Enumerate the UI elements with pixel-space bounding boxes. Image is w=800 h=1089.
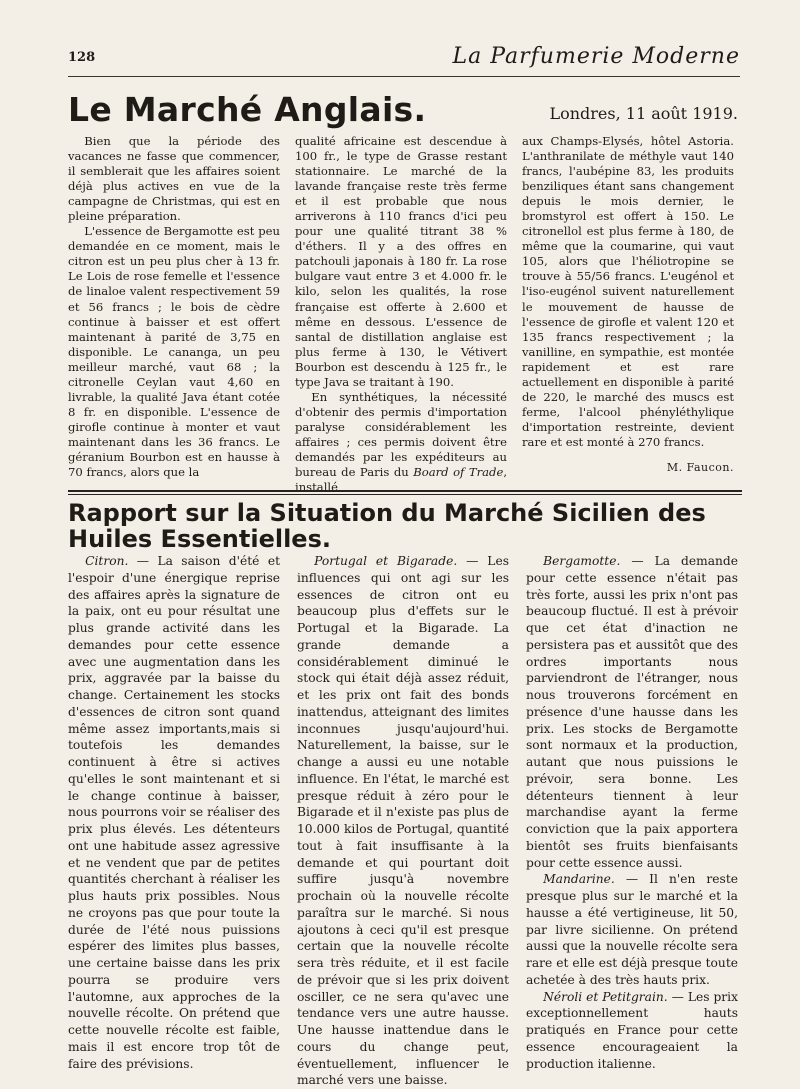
section-lead: Bergamotte. [543, 554, 621, 568]
section-lead: Citron. [85, 554, 129, 568]
paragraph: aux Champs-Elysés, hôtel Astoria. L'anthranilate de méthyle vaut 140 francs, l'aubépine 83, les produits benziliques étant sans changement depuis le mois dernier, le bromstyrol est offert à 150. Le citronellol est plus ferme à 180, de même que la coumarine, qui vaut 105, alors que l'héliotropine se trouve à 55/56 francs. L'eugénol et l'iso-eugénol suivent naturellement le mouvement de hausse de l'essence de girofle et valent 120 et 135 francs respectivement ; la vanilline, en sympathie, est montée rapidement et est rare actuellement en disponible à parité de 220, le marché des muscs est ferme, l'alcool phényléthylique d'importation restreinte, devient rare et est monté à 270 francs. [522, 134, 734, 449]
paragraph-text: — Les prix exceptionnellement hauts pratiqués en France pour cette essence encourageaient la production italienne. [526, 989, 738, 1071]
author-signature: M. Faucon. [666, 460, 734, 474]
paragraph [295, 390, 507, 495]
journal-masthead: La Parfumerie Moderne [452, 44, 740, 69]
paragraph-text: — La demande pour cette essence n'était pas très forte, aussi les prix n'ont pas beaucoup fluctué. Il est à prévoir que cet état d'inaction ne persistera pas et aussitôt que des ordres importants nous parviendront de l'étranger, nous nous trouverons forcément en présence d'une hausse dans les prix. Les stocks de Bergamotte sont normaux et la production, autant que nous puissions le prévoir, sera bonne. Les détenteurs tiennent à leur marchandise ayant la ferme conviction que la paix apportera bientôt ses fruits bienfaisants pour cette essence aussi. [526, 554, 738, 870]
article-title-marche-anglais: Le Marché Anglais. [68, 90, 427, 129]
article2-column-2 [297, 553, 509, 1089]
paragraph: qualité africaine est descendue à 100 fr., le type de Grasse restant stationnaire. Le marché de la lavande française reste très ferme et il est probable que nous arriverons à 110 francs d'ici peu pour une qualité titrant 38 % d'éthers. Il y a des offres en patchouli japonais à 180 fr. La rose bulgare vaut entre 3 et 4.000 fr. le kilo, selon les qualités, la rose française est offerte à 2.600 et même en dessous. L'essence de santal de distillation anglaise est plus ferme à 130, le Vétivert Bourbon est descendu à 125 fr., le type Java se traitant à 190. [295, 134, 507, 389]
article2-column-1 [68, 553, 280, 1089]
article2-body [68, 553, 738, 1088]
paragraph [297, 553, 509, 1089]
section-lead: Néroli et Petitgrain. [543, 989, 668, 1004]
section-lead: Mandarine. [543, 872, 615, 887]
page-number: 128 [68, 50, 96, 65]
article1-body [68, 134, 734, 495]
paragraph: Bien que la période des vacances ne fasse que commencer, il semblerait que les affaires soient déjà plus actives en vue de la campagne de Christmas, qui est en pleine préparation. [68, 134, 280, 224]
italic-term: Board of Trade [413, 465, 504, 480]
article-title-marche-sicilien: Rapport sur la Situation du Marché Sicilien des Huiles Essentielles. [68, 499, 706, 553]
paragraph-text: , installé [295, 465, 507, 495]
paragraph-text: — Il n'en reste presque plus sur le marché et la hausse a été vertigineuse, lit 50, par livre sicilienne. On prétend aussi que la nouvelle récolte sera rare et elle est déjà presque toute achetée à des très hauts prix. [526, 872, 738, 987]
paragraph [526, 871, 738, 988]
section-divider [68, 494, 742, 495]
article1-column-3 [522, 134, 734, 495]
article1-column-1 [68, 134, 280, 495]
paragraph-text: — La saison d'été et l'espoir d'une énergique reprise des affaires après la signature de la paix, ont eu pour résultat une plus grande activité dans les demandes pour cette essence avec une augmentation dans les prix, aggravée par la baisse du change. Certainement les stocks d'essences de citron sont quand même assez importants,mais si toutefois les demandes continuent à être si actives qu'elles le sont maintenant et si le change continue à baisser, nous pourrons voir se réaliser des prix plus élevés. Les détenteurs ont une habitude assez agressive et ne vendent que par de petites quantités cherchant à réaliser les plus hauts prix possibles. Nous ne croyons pas que pour toute la durée de l'été nous puissions espérer des limites plus basses, une certaine baisse dans les prix pourra se produire vers l'automne, aux approches de la nouvelle récolte. On prétend que cette nouvelle récolte est faible, mais il est encore trop tôt de faire des prévisions. [68, 554, 280, 1071]
paragraph-text: En synthétiques, la nécessité d'obtenir des permis d'importation paralyse considérablement les affaires ; ces permis doivent être demandés par les expéditeurs au bureau de Paris du [295, 389, 507, 480]
paragraph: L'essence de Bergamotte est peu demandée en ce moment, mais le citron est un peu plus cher à 13 fr. Le Lois de rose femelle et l'essence de linaloe valent respectivement 59 et 56 francs ; le bois de cèdre continue à baisser et est offert maintenant à parité de 3,75 en disponible. Le cananga, un peu meilleur marché, vaut 68 ; la citronelle Ceylan vaut 4,60 en livrable, la qualité Java étant cotée 8 fr. en disponible. L'essence de girofle continue à monter et vaut maintenant dans les 36 francs. Le géranium Bourbon est en hausse à 70 francs, alors que la [68, 224, 280, 480]
section-lead: Portugal et Bigarade. [314, 554, 458, 568]
paragraph-text: — Les influences qui ont agi sur les essences de citron ont eu beaucoup plus d'effets sur le Portugal et la Bigarade. La grande demande a considérablement diminué le stock qui était déjà assez réduit, et les prix ont fait des bonds inattendus, atteignant des limites inconnues jusqu'aujourd'hui. Naturellement, la baisse, sur le change a aussi eu une notable influence. En l'état, le marché est presque réduit à zéro pour le Bigarade et il n'existe pas plus de 10.000 kilos de Portugal, quantité tout à fait insuffisante à la demande et qui pourtant doit suffire jusqu'à novembre prochain où la nouvelle récolte paraîtra sur le marché. Si nous ajoutons à ceci qu'il est presque certain que la nouvelle récolte sera très réduite, et il est facile de prévoir que si les prix doivent osciller, ce ne sera qu'avec une tendance vers une autre hausse. Une hausse inattendue dans le cours du change peut, éventuellement, influencer le marché vers une baisse. [297, 554, 509, 1088]
section-divider [68, 490, 742, 492]
article1-column-2 [295, 134, 507, 495]
header-rule [68, 76, 740, 77]
article-dateline: Londres, 11 août 1919. [549, 104, 738, 123]
paragraph [68, 553, 280, 1072]
paragraph [526, 989, 738, 1073]
paragraph [526, 553, 738, 871]
article2-column-3 [526, 553, 738, 1089]
